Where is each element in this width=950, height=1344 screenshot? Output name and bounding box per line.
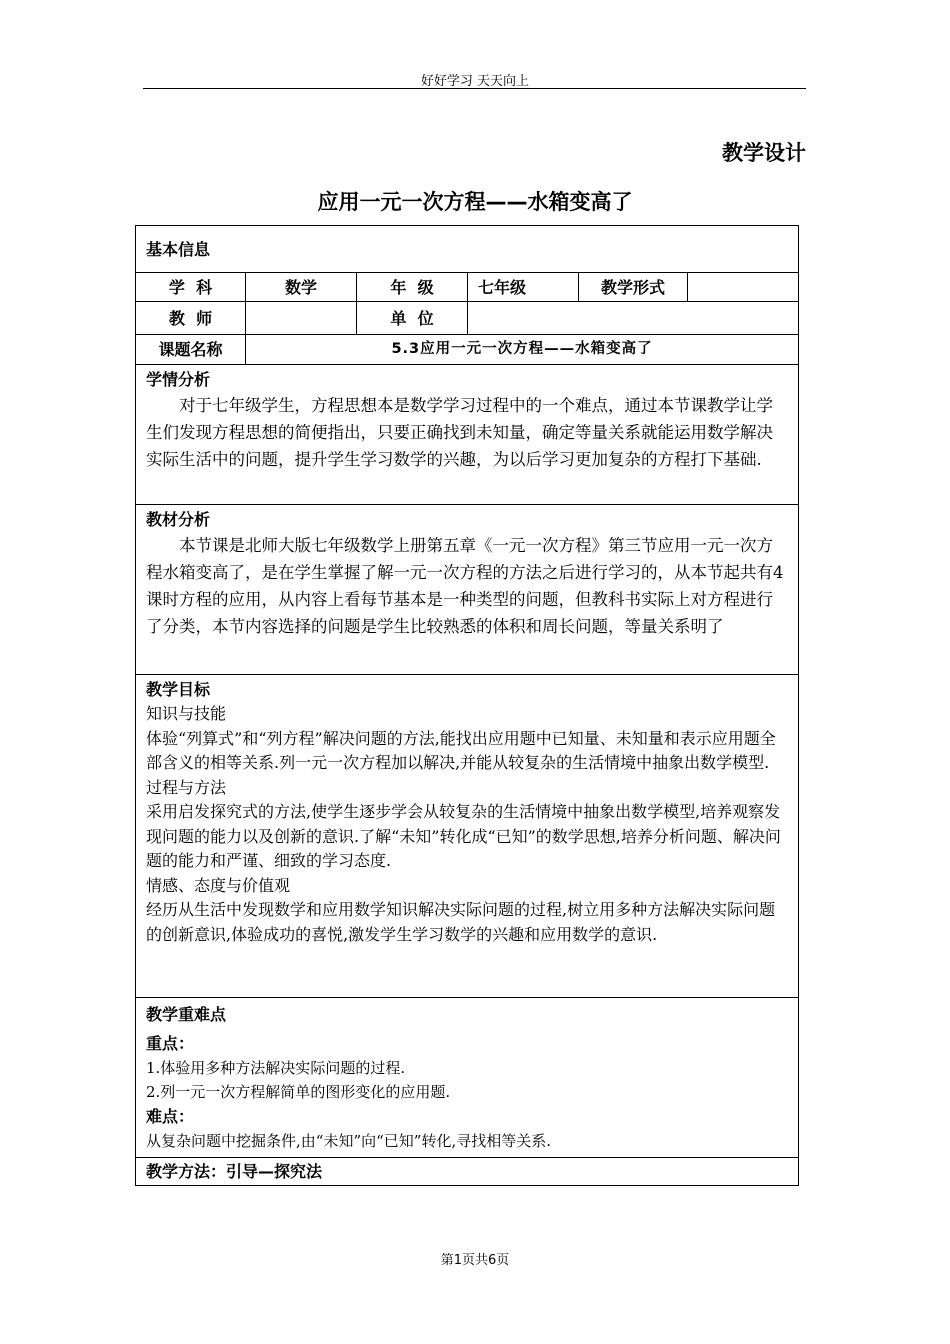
subject-row [136,273,799,302]
subject-value: 数学 [246,273,357,302]
basic-info-heading: 基本信息 [136,226,799,273]
grade-value: 七年级 [468,273,579,302]
process-title: 过程与方法 [146,777,227,797]
key-points-row [136,998,799,1158]
key-points-label: 重点： [146,1034,195,1053]
topic-row [136,335,799,365]
document-title: 应用一元一次方程——水箱变高了 [317,190,633,214]
document-type: 教学设计 [722,141,806,165]
knowledge-text: 体验“列算式”和“列方程”解决问题的方法,能找出应用题中已知量、未知量和表示应用题全部含义的相等关系.列一元一次方程加以解决,并能从较复杂的生活情境中抽象出数学模型. [146,728,776,772]
page-footer: 第1页共6页 [440,1253,510,1268]
material-analysis-heading: 教材分析 [146,510,211,529]
header-rule [143,88,806,89]
key-point-2: 2.列一元一次方程解简单的图形变化的应用题. [146,1083,451,1101]
method-row [136,1158,799,1186]
learner-analysis-row [136,365,799,505]
lesson-design-table [135,225,799,1186]
objectives-row [136,675,799,998]
basic-info-row [136,226,799,273]
grade-label: 年 级 [357,273,468,302]
unit-value [468,302,799,335]
unit-label: 单 位 [357,302,468,335]
difficulty-label: 难点： [146,1107,195,1126]
teacher-label: 教 师 [136,302,246,335]
learner-analysis-text: 对于七年级学生，方程思想本是数学学习过程中的一个难点，通过本节课教学让学生们发现方程思想的简便指出，只要正确找到未知量，确定等量关系就能运用数学解决实际生活中的问题，提升学生学习数学的兴趣，为以后学习更加复杂的方程打下基础. [146,396,773,469]
process-text: 采用启发探究式的方法,使学生逐步学会从较复杂的生活情境中抽象出数学模型,培养观察发现问题的能力以及创新的意识.了解“未知”转化成“已知”的数学思想,培养分析问题、解决问题的能力和严谨、细致的学习态度. [146,802,781,870]
emotion-text: 经历从生活中发现数学和应用数学知识解决实际问题的过程,树立用多种方法解决实际问题的创新意识,体验成功的喜悦,激发学生学习数学的兴趣和应用数学的意识. [146,900,776,944]
page-header: 好好学习 天天向上 [420,74,530,89]
difficulty-point-1: 从复杂问题中挖掘条件,由“未知”向“已知”转化,寻找相等关系. [146,1132,551,1150]
teacher-row [136,302,799,335]
objectives-heading: 教学目标 [146,680,211,699]
key-points-heading: 教学重难点 [146,1005,227,1024]
teaching-form-label: 教学形式 [579,273,688,302]
emotion-title: 情感、态度与价值观 [146,875,291,895]
topic-value: 5.3应用一元一次方程——水箱变高了 [246,335,799,365]
subject-label: 学 科 [136,273,246,302]
learner-analysis-heading: 学情分析 [146,370,211,389]
material-analysis-row [136,505,799,675]
knowledge-title: 知识与技能 [146,704,227,723]
material-analysis-text: 本节课是北师大版七年级数学上册第五章《一元一次方程》第三节应用一元一次方程水箱变高了，是在学生掌握了解一元一次方程的方法之后进行学习的，从本节起共有4课时方程的应用，从内容上看每节基本是一种类型的问题，但教科书实际上对方程进行了分类，本节内容选择的问题是学生比较熟悉的体积和周长问题，等量关系明了 [146,536,784,636]
key-point-1: 1.体验用多种方法解决实际问题的过程. [146,1059,406,1077]
teaching-method: 教学方法：引导—探究法 [136,1158,799,1186]
topic-label: 课题名称 [136,335,246,365]
teacher-value [246,302,357,335]
teaching-form-value [688,273,799,302]
